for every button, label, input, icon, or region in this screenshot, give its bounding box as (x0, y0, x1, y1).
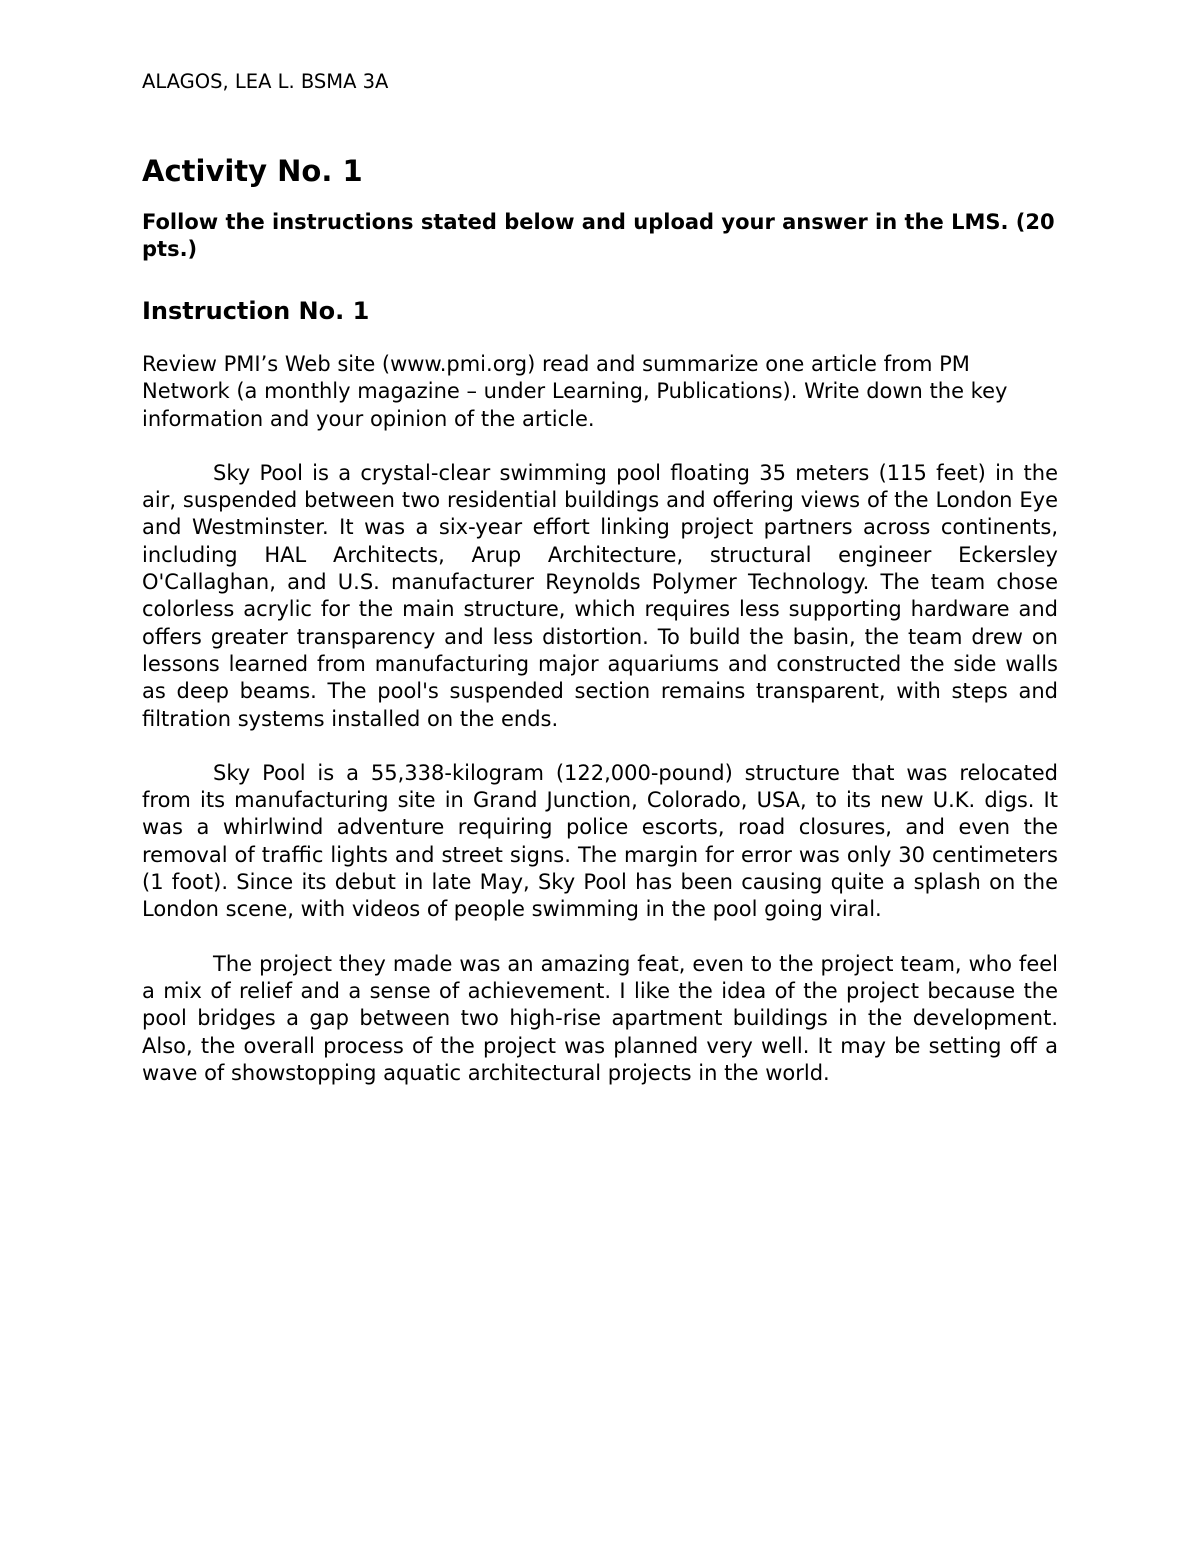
student-name-line: ALAGOS, LEA L. BSMA 3A (142, 70, 389, 93)
opinion-paragraph: The project they made was an amazing feat, even to the project team, who feel a mix of relief and a sense of achievement. I like the idea of the project because the pool bridges a gap between two high-rise apartment buildings in the development. Also, the overall process of the project was planned very well. It may be setting off a wave of showstopping aquatic architectural projects in the world. (142, 951, 1058, 1085)
instructions-heading: Follow the instructions stated below and upload your answer in the LMS. (20 pts.) (142, 210, 1055, 261)
document-content (142, 68, 1058, 1087)
summary-paragraph-1: Sky Pool is a crystal-clear swimming pool floating 35 meters (115 feet) in the air, suspended between two residential buildings and offering views of the London Eye and Westminster. It was a six-year effort linking project partners across continents, including HAL Architects, Arup Architecture, structural engineer Eckersley O'Callaghan, and U.S. manufacturer Reynolds Polymer Technology. The team chose colorless acrylic for the main structure, which requires less supporting hardware and offers greater transparency and less distortion. To build the basin, the team drew on lessons learned from manufacturing major aquariums and constructed the side walls as deep beams. The pool's suspended section remains transparent, with steps and filtration systems installed on the ends. (142, 460, 1058, 731)
summary-paragraph-2: Sky Pool is a 55,338-kilogram (122,000-pound) structure that was relocated from its manufacturing site in Grand Junction, Colorado, USA, to its new U.K. digs. It was a whirlwind adventure requiring police escorts, road closures, and even the removal of traffic lights and street signs. The margin for error was only 30 centimeters (1 foot). Since its debut in late May, Sky Pool has been causing quite a splash on the London scene, with videos of people swimming in the pool going viral. (142, 760, 1058, 922)
instruction-text: Review PMI’s Web site (www.pmi.org) read and summarize one article from PM Network (a monthly magazine – under Learning, Publications). Write down the key information and your opinion of the article. (142, 352, 1008, 431)
instruction-title: Instruction No. 1 (142, 297, 370, 325)
activity-title: Activity No. 1 (142, 154, 363, 188)
